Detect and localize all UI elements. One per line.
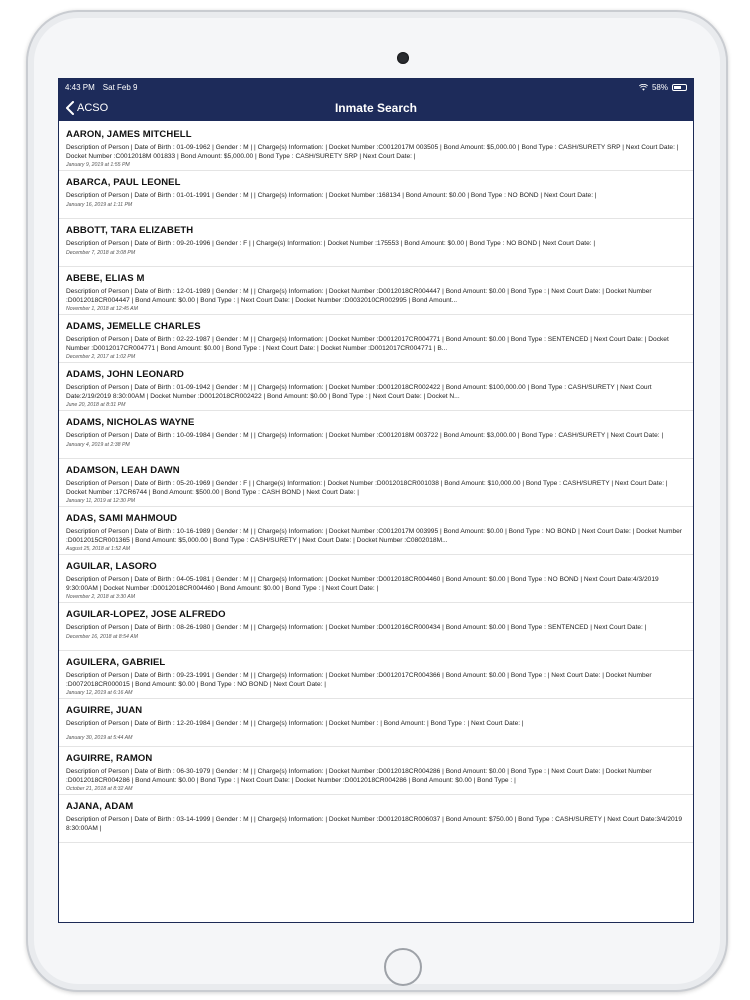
inmate-description: Description of Person | Date of Birth : 09-23-1991 | Gender : M | | Charge(s) Information: | Docket Number :D0012017CR004366 | Bond Amount: $0.00 | Bond Type : | Next Court Date: | Docket Number :D0072018CR000015 | Bond Amount: $0.00 | Bond Type : NO BOND | Next Court Date: | bbox=[66, 672, 652, 688]
record-date: January 11, 2019 at 12:30 PM bbox=[66, 498, 136, 505]
status-date: Sat Feb 9 bbox=[102, 82, 138, 92]
inmate-description: Description of Person | Date of Birth : 01-01-1991 | Gender : M | | Charge(s) Information: | Docket Number :168134 | Bond Amount: $0.00 | Bond Type : NO BOND | Next Court Date: | bbox=[66, 192, 597, 199]
inmate-description: Description of Person | Date of Birth : 01-09-1962 | Gender : M | | Charge(s) Information: | Docket Number :C0012017M 003505 | Bond Amount: $5,000.00 | Bond Type : CASH/SURETY SRP | Next Court Date: | Docket Number :C0012018M 001833 | Bond Amount: $5,000.00 | Bond Type : CASH/SURETY SRP | Next Court Date: | bbox=[66, 144, 679, 160]
page-title: Inmate Search bbox=[334, 101, 418, 115]
inmate-row-aguilar-lasoro[interactable] bbox=[59, 555, 693, 603]
inmate-name: AGUIRRE, RAMON bbox=[66, 753, 153, 764]
record-date: January 4, 2019 at 2:38 PM bbox=[66, 441, 130, 448]
inmate-name: AGUILAR-LOPEZ, JOSE ALFREDO bbox=[66, 609, 226, 620]
battery-percent: 58% bbox=[651, 82, 668, 92]
inmate-name: ABBOTT, TARA ELIZABETH bbox=[66, 225, 194, 236]
inmate-description: Description of Person | Date of Birth : 10-09-1984 | Gender : M | | Charge(s) Information: | Docket Number :C0012018M 003722 | Bond Amount: $3,000.00 | Bond Type : CASH/SURETY | Next Court Date: | bbox=[66, 432, 664, 439]
record-date: November 1, 2018 at 12:45 AM bbox=[66, 306, 138, 313]
inmate-description: Description of Person | Date of Birth : 05-20-1969 | Gender : F | | Charge(s) Information: | Docket Number :D0012018CR001038 | Bond Amount: $10,000.00 | Bond Type : CASH/SURETY | Next Court Date: | Docket Number :17CR6744 | Bond Amount: $500.00 | Bond Type : CASH BOND | Next Court Date: | bbox=[66, 480, 668, 496]
inmate-row-ajana-adam[interactable] bbox=[59, 795, 693, 843]
inmate-description: Description of Person | Date of Birth : 08-26-1980 | Gender : M | | Charge(s) Information: | Docket Number :D0012016CR000434 | Bond Amount: $0.00 | Bond Type : SENTENCED | Next Court Date: | bbox=[66, 624, 647, 631]
inmate-description: Description of Person | Date of Birth : 09-20-1996 | Gender : F | | Charge(s) Information: | Docket Number :175553 | Bond Amount: $0.00 | Bond Type : NO BOND | Next Court Date: | bbox=[66, 240, 596, 247]
inmate-row-adams-john-leonard[interactable] bbox=[59, 363, 693, 411]
inmate-name: AJANA, ADAM bbox=[66, 801, 134, 812]
inmate-name: ADAMS, JEMELLE CHARLES bbox=[66, 321, 201, 332]
record-date: January 12, 2019 at 6:16 AM bbox=[66, 690, 133, 697]
inmate-row-adamson-leah-dawn[interactable] bbox=[59, 459, 693, 507]
inmate-description: Description of Person | Date of Birth : 12-20-1984 | Gender : M | | Charge(s) Information: | Docket Number : | Bond Amount: | Bond Type : | Next Court Date: | bbox=[66, 720, 524, 727]
inmate-row-adas-sami-mahmoud[interactable] bbox=[59, 507, 693, 555]
inmate-name: AARON, JAMES MITCHELL bbox=[66, 129, 192, 140]
inmate-row-aguirre-juan[interactable] bbox=[59, 699, 693, 747]
inmate-name: AGUILAR, LASORO bbox=[66, 561, 157, 572]
inmate-name: ADAMS, NICHOLAS WAYNE bbox=[66, 417, 195, 428]
record-date: January 9, 2019 at 1:55 PM bbox=[66, 162, 130, 169]
inmate-name: ABEBE, ELIAS M bbox=[66, 273, 145, 284]
record-date: June 20, 2018 at 8:31 PM bbox=[66, 402, 126, 409]
inmate-name: AGUIRRE, JUAN bbox=[66, 705, 143, 716]
record-date: December 2, 2017 at 1:02 PM bbox=[66, 354, 136, 361]
status-time: 4:43 PM bbox=[65, 82, 95, 92]
record-date: January 16, 2019 at 1:11 PM bbox=[66, 201, 133, 208]
inmate-row-aguirre-ramon[interactable] bbox=[59, 747, 693, 795]
navigation-bar bbox=[59, 95, 693, 121]
chevron-left-icon bbox=[65, 101, 75, 115]
inmate-name: ADAS, SAMI MAHMOUD bbox=[66, 513, 178, 524]
inmate-description: Description of Person | Date of Birth : 03-14-1999 | Gender : M | | Charge(s) Information: | Docket Number :D0012018CR006037 | Bond Amount: $750.00 | Bond Type : CASH/SURETY | Next Court Date:3/4/2019 8:30:00AM | bbox=[66, 816, 683, 832]
record-date: December 16, 2018 at 8:54 AM bbox=[66, 633, 138, 640]
wifi-icon bbox=[639, 84, 648, 91]
record-date: August 25, 2018 at 1:52 AM bbox=[66, 546, 131, 553]
back-button[interactable] bbox=[65, 95, 108, 121]
record-date: October 21, 2018 at 8:32 AM bbox=[66, 786, 133, 793]
inmate-description: Description of Person | Date of Birth : 02-22-1987 | Gender : M | | Charge(s) Information: | Docket Number :D0012017CR004771 | Bond Amount: $0.00 | Bond Type : SENTENCED | Next Court Date: | Docket Number :D0012017CR004771 | Bond Amount: $0.00 | Bond Type : | Next Court Date: | Docket Number :D0012017CR004771 | B... bbox=[66, 336, 669, 352]
app-screen bbox=[58, 78, 694, 923]
inmate-description: Description of Person | Date of Birth : 06-30-1979 | Gender : M | | Charge(s) Information: | Docket Number :D0012018CR004286 | Bond Amount: $0.00 | Bond Type : | Next Court Date: | Docket Number :D0012018CR004286 | Bond Amount: $0.00 | Bond Type : | Next Court Date: | Docket Number :D0012018CR004286 | Bond Amount: $0.00 | Bond Type : | bbox=[66, 768, 652, 784]
inmate-row-adams-nicholas-wayne[interactable] bbox=[59, 411, 693, 459]
battery-icon bbox=[672, 84, 687, 91]
inmate-row-aguilera-gabriel[interactable] bbox=[59, 651, 693, 699]
inmate-row-abarca-paul-leonel[interactable] bbox=[59, 171, 693, 219]
inmate-description: Description of Person | Date of Birth : 12-01-1989 | Gender : M | | Charge(s) Information: | Docket Number :D0012018CR004447 | Bond Amount: $0.00 | Bond Type : | Next Court Date: | Docket Number :D0012018CR004447 | Bond Amount: $0.00 | Bond Type : | Next Court Date: | Docket Number :D0032010CR002995 | Bond Amount... bbox=[66, 288, 652, 304]
inmate-row-aaron-james-mitchell[interactable] bbox=[59, 123, 693, 171]
record-date: November 2, 2018 at 3:30 AM bbox=[66, 594, 136, 601]
inmate-name: ADAMSON, LEAH DAWN bbox=[66, 465, 180, 476]
inmate-name: ADAMS, JOHN LEONARD bbox=[66, 369, 185, 380]
inmate-row-adams-jemelle-charles[interactable] bbox=[59, 315, 693, 363]
inmate-row-abebe-elias-m[interactable] bbox=[59, 267, 693, 315]
inmate-description: Description of Person | Date of Birth : 04-05-1981 | Gender : M | | Charge(s) Information: | Docket Number :D0012018CR004460 | Bond Amount: $0.00 | Bond Type : NO BOND | Next Court Date:4/3/2019 9:30:00AM | Docket Number :D0012018CR004460 | Bond Amount: $0.00 | Bond Type : | Next Court Date: | bbox=[66, 576, 659, 592]
inmate-name: ABARCA, PAUL LEONEL bbox=[66, 177, 181, 188]
record-date: December 7, 2018 at 3:08 PM bbox=[66, 249, 136, 256]
inmate-description: Description of Person | Date of Birth : 01-09-1942 | Gender : M | | Charge(s) Information: | Docket Number :D0012018CR002422 | Bond Amount: $100,000.00 | Bond Type : CASH/SURETY | Next Court Date:2/19/2019 8:30:00AM | Docket Number :D0012018CR002422 | Bond Amount: $0.00 | Bond Type : | Next Court Date: | Docket N... bbox=[66, 384, 652, 400]
record-date: January 30, 2019 at 5:44 AM bbox=[66, 734, 133, 741]
inmate-row-aguilar-lopez-jose-alfredo[interactable] bbox=[59, 603, 693, 651]
inmate-name: AGUILERA, GABRIEL bbox=[66, 657, 166, 668]
status-bar bbox=[59, 79, 693, 95]
home-button[interactable] bbox=[384, 948, 422, 986]
back-button-label: ACSO bbox=[77, 102, 109, 114]
inmate-description: Description of Person | Date of Birth : 10-16-1989 | Gender : M | | Charge(s) Information: | Docket Number :C0012017M 003995 | Bond Amount: $0.00 | Bond Type : NO BOND | Next Court Date: | Docket Number :D0012015CR001365 | Bond Amount: $5,000.00 | Bond Type : CASH/SURETY | Next Court Date: | Docket Number :C0802018M... bbox=[66, 528, 682, 544]
front-camera bbox=[397, 52, 409, 64]
inmate-row-abbott-tara-elizabeth[interactable] bbox=[59, 219, 693, 267]
inmate-list[interactable] bbox=[59, 123, 693, 922]
